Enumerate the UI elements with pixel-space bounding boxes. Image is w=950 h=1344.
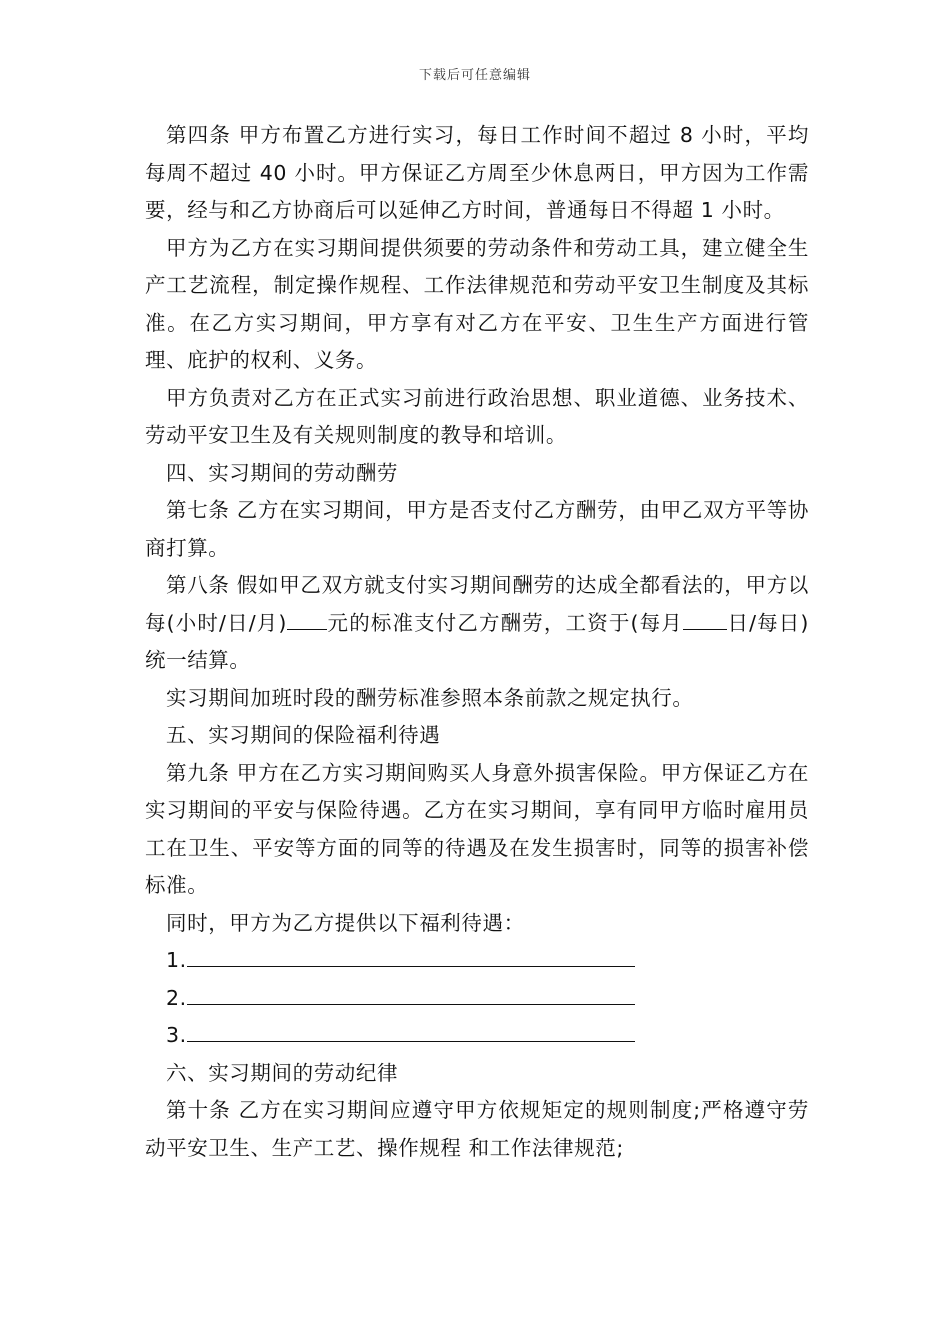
benefits-intro: 同时，甲方为乙方提供以下福利待遇： xyxy=(166,910,525,935)
overtime-paragraph: 实习期间加班时段的酬劳标准参照本条前款之规定执行。 xyxy=(166,685,694,710)
benefit-number: 3. xyxy=(166,1023,187,1047)
conditions-paragraph: 甲方为乙方在实习期间提供须要的劳动条件和劳动工具，建立健全生产工艺流程，制定操作规程、工作法律规范和劳动平安卫生制度及其标准。在乙方实习期间，甲方享有对乙方在平安、卫生生产方面进行管理、庇护的权利、义务。 xyxy=(145,235,809,372)
benefit-number: 1. xyxy=(166,948,187,972)
clause-4-paragraph: 第四条 甲方布置乙方进行实习，每日工作时间不超过 8 小时，平均每周不超过 40 小时。甲方保证乙方周至少休息两日，甲方因为工作需要，经与和乙方协商后可以延伸乙方时间，普通每日不得超 1 小时。 xyxy=(145,123,809,222)
section-6-heading: 六、实习期间的劳动纪律 xyxy=(166,1060,399,1085)
benefit-line-3 xyxy=(145,1017,809,1055)
section-5-heading: 五、实习期间的保险福利待遇 xyxy=(166,723,441,747)
benefit-line-2 xyxy=(145,980,809,1018)
training-paragraph: 甲方负责对乙方在正式实习前进行政治思想、职业道德、业务技术、劳动平安卫生及有关规则制度的教导和培训。 xyxy=(145,385,809,447)
benefit-line-1 xyxy=(145,942,809,980)
benefit-blank xyxy=(187,944,635,967)
document-body xyxy=(145,117,809,1167)
header-note: 下载后可任意编辑 xyxy=(418,68,531,83)
benefit-number: 2. xyxy=(166,985,187,1010)
benefit-blank xyxy=(187,1019,635,1042)
clause-8-text-c: 日/每日)统一结算。 xyxy=(145,610,809,672)
clause-9-paragraph: 第九条 甲方在乙方实习期间购买人身意外损害保险。甲方保证乙方在实习期间的平安与保险待遇。乙方在实习期间，享有同甲方临时雇用员工在卫生、平安等方面的同等的待遇及在发生损害时，同等的损害补偿标准。 xyxy=(145,760,809,897)
rate-blank xyxy=(287,607,327,630)
clause-10-paragraph: 第十条 乙方在实习期间应遵守甲方依规矩定的规则制度;严格遵守劳动平安卫生、生产工艺、操作规程 和工作法律规范; xyxy=(145,1098,809,1160)
clause-8-text-b: 元的标准支付乙方酬劳，工资于(每月 xyxy=(327,610,683,635)
section-4-heading: 四、实习期间的劳动酬劳 xyxy=(166,460,399,485)
clause-8-text-a: 第八条 假如甲乙双方就支付实习期间酬劳的达成全都看法的，甲方以每(小时/日/月) xyxy=(145,573,809,635)
clause-8-paragraph xyxy=(145,567,809,680)
clause-7-paragraph: 第七条 乙方在实习期间，甲方是否支付乙方酬劳，由甲乙双方平等协商打算。 xyxy=(145,498,809,560)
benefit-blank xyxy=(187,982,635,1005)
pay-day-blank xyxy=(683,607,727,630)
